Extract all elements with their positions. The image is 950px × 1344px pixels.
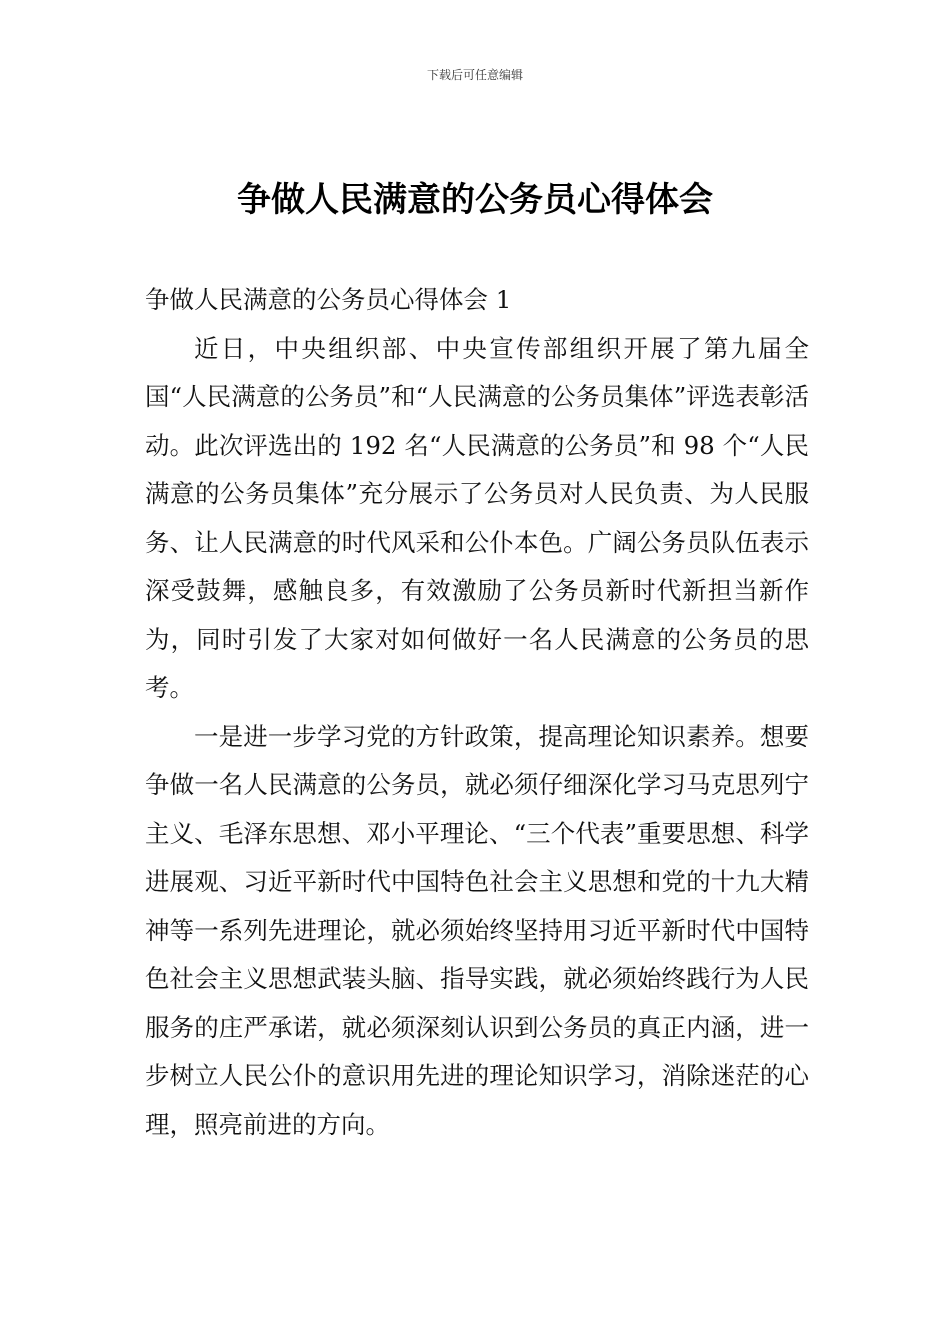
document-body [145,276,809,1149]
document-title: 争做人民满意的公务员心得体会 [237,180,713,220]
paragraph-1: 近日，中央组织部、中央宣传部组织开展了第九届全国“人民满意的公务员”和“人民满意的公务员集体”评选表彰活动。此次评选出的 192 名“人民满意的公务员”和 98 个“人民满意的公务员集体”充分展示了公务员对人民负责、为人民服务、让人民满意的时代风采和公仆本色。广阔公务员队伍表示深受鼓舞，感触良多，有效激励了公务员新时代新担当新作为，同时引发了大家对如何做好一名人民满意的公务员的思考。 [145,333,809,702]
paragraph-2: 一是进一步学习党的方针政策，提高理论知识素养。想要争做一名人民满意的公务员，就必须仔细深化学习马克思列宁主义、毛泽东思想、邓小平理论、“三个代表”重要思想、科学进展观、习近平新时代中国特色社会主义思想和党的十九大精神等一系列先进理论，就必须始终坚持用习近平新时代中国特色社会主义思想武装头脑、指导实践，就必须始终践行为人民服务的庄严承诺，就必须深刻认识到公务员的真正内涵，进一步树立人民公仆的意识用先进的理论知识学习，消除迷茫的心理，照亮前进的方向。 [145,721,809,1139]
section-heading: 争做人民满意的公务员心得体会 1 [145,285,512,314]
header-note: 下载后可任意编辑 [426,68,523,82]
